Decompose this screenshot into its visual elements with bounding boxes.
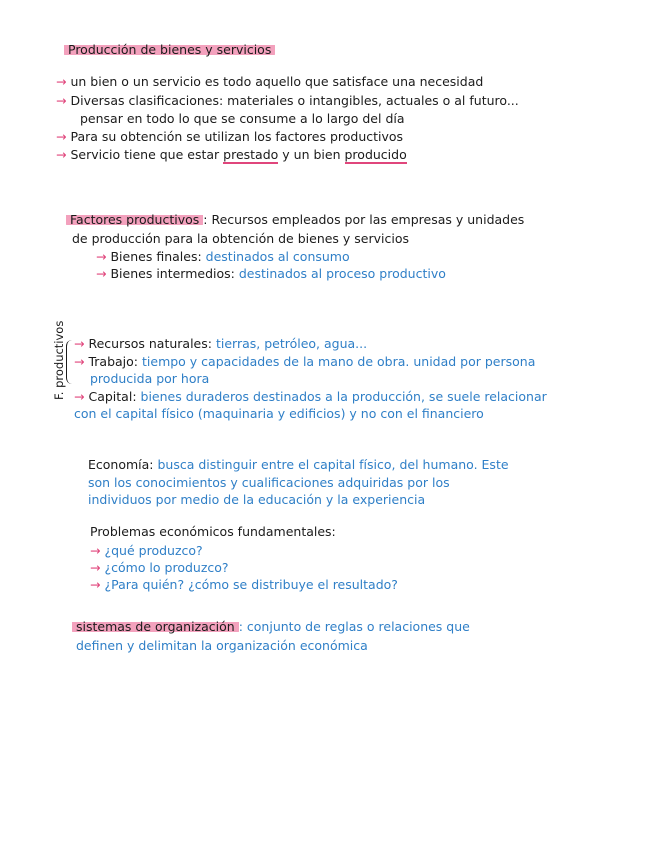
section-title-factores: Factores productivos : Recursos empleados por las empresas y unidades <box>66 212 524 228</box>
problema-que: → ¿qué produzco? <box>90 543 203 558</box>
factor-trabajo-cont: producida por hora <box>90 371 210 386</box>
arrow-icon: → <box>56 93 67 108</box>
arrow-icon: → <box>90 560 101 575</box>
problemas-title: Problemas económicos fundamentales: <box>90 524 336 539</box>
item-bienes-finales: → Bienes finales: destinados al consumo <box>96 249 350 264</box>
arrow-icon: → <box>96 249 107 264</box>
arrow-icon: → <box>90 577 101 592</box>
arrow-icon: → <box>56 147 67 162</box>
arrow-icon: → <box>96 266 107 281</box>
arrow-icon: → <box>74 354 85 369</box>
factor-recursos-naturales: → Recursos naturales: tierras, petróleo, agua... <box>74 336 368 351</box>
bullet-obtencion: → Para su obtención se utilizan los factores productivos <box>56 129 404 144</box>
economia-line-3: individuos por medio de la educación y la experiencia <box>88 492 426 507</box>
factores-definition-cont: de producción para la obtención de bienes y servicios <box>72 231 410 246</box>
economia-line-2: son los conocimientos y cualificaciones adquiridas por los <box>88 475 450 490</box>
bullet-clasificaciones: → Diversas clasificaciones: materiales o intangibles, actuales o al futuro... <box>56 93 519 108</box>
arrow-icon: → <box>56 129 67 144</box>
bullet-servicio-bien: → Servicio tiene que estar prestado y un bien producido <box>56 147 407 162</box>
problema-como: → ¿cómo lo produzco? <box>90 560 229 575</box>
factor-trabajo: → Trabajo: tiempo y capacidades de la mano de obra. unidad por persona <box>74 354 536 369</box>
brace-divider <box>66 340 73 384</box>
arrow-icon: → <box>56 74 67 89</box>
item-bienes-intermedios: → Bienes intermedios: destinados al proceso productivo <box>96 266 446 281</box>
economia-line-1: Economía: busca distinguir entre el capital físico, del humano. Este <box>88 457 509 472</box>
arrow-icon: → <box>74 336 85 351</box>
problema-para-quien: → ¿Para quién? ¿cómo se distribuye el resultado? <box>90 577 398 592</box>
factor-capital: → Capital: bienes duraderos destinados a la producción, se suele relacionar <box>74 389 547 404</box>
sistemas-line-2: definen y delimitan la organización económica <box>76 638 368 653</box>
arrow-icon: → <box>74 389 85 404</box>
side-label-f-productivos: F. productivos <box>52 320 66 400</box>
arrow-icon: → <box>90 543 101 558</box>
section-title-produccion: Producción de bienes y servicios <box>64 42 275 58</box>
bullet-bien-servicio: → un bien o un servicio es todo aquello que satisface una necesidad <box>56 74 484 89</box>
sistemas-title-line: sistemas de organización : conjunto de reglas o relaciones que <box>72 619 470 635</box>
factor-capital-cont: con el capital físico (maquinaria y edificios) y no con el financiero <box>74 406 484 421</box>
bullet-clasificaciones-cont: pensar en todo lo que se consume a lo largo del día <box>80 111 405 126</box>
